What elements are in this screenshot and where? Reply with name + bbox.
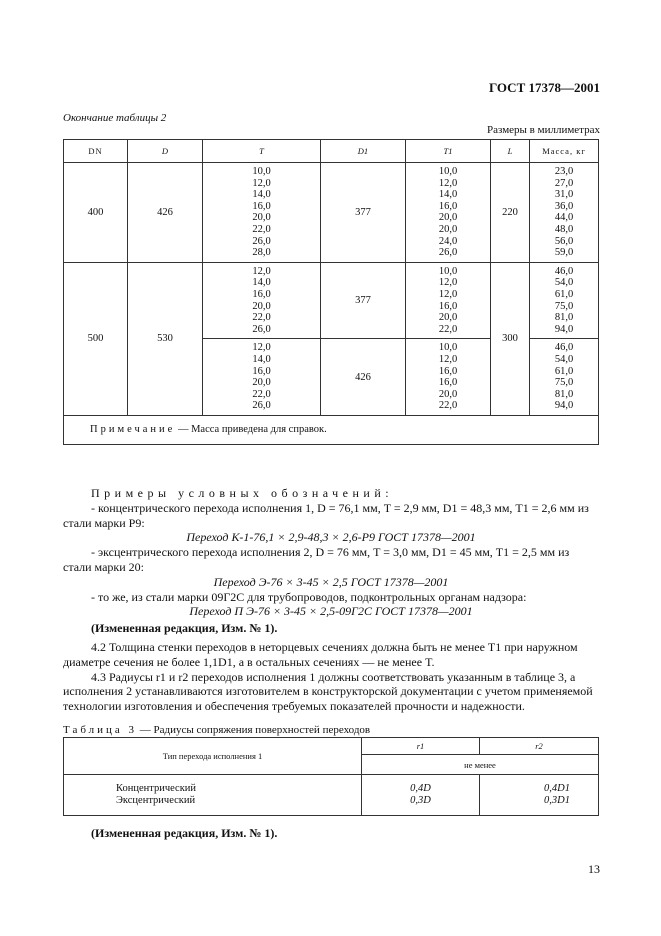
d1-value: 377 bbox=[321, 163, 406, 263]
d-value: 426 bbox=[128, 163, 203, 263]
examples-section bbox=[63, 486, 599, 714]
example-1-formula: Переход К-1-76,1 × 2,9-48,3 × 2,6-Р9 ГОСТ 17378—2001 bbox=[186, 530, 476, 545]
t1-values: 10,0 12,0 16,0 16,0 20,0 22,0 bbox=[406, 339, 491, 416]
table-3-label: Таблица 3 bbox=[63, 724, 138, 736]
dn-value: 500 bbox=[64, 262, 128, 415]
note-row bbox=[64, 415, 599, 444]
col-type: Тип перехода исполнения 1 bbox=[64, 738, 362, 775]
example-1-text: - концентрического перехода исполнения 1, D = 76,1 мм, T = 2,9 мм, D1 = 48,3 мм, T1 = 2,6 мм из стали марки Р9: bbox=[63, 500, 589, 530]
note-label: Примечание bbox=[90, 424, 176, 436]
d1-value: 426 bbox=[321, 339, 406, 416]
table-row bbox=[64, 775, 599, 816]
col-t1: T1 bbox=[406, 140, 491, 163]
col-d: D bbox=[128, 140, 203, 163]
mass-values: 46,0 54,0 61,0 75,0 81,0 94,0 bbox=[530, 339, 599, 416]
t-values: 12,0 14,0 16,0 20,0 22,0 26,0 bbox=[203, 339, 321, 416]
table-continuation-label: Окончание таблицы 2 bbox=[63, 112, 167, 124]
table-row bbox=[64, 163, 599, 263]
example-2-text: - эксцентрического перехода исполнения 2, D = 76 мм, T = 3,0 мм, D1 = 45 мм, T1 = 2,5 мм из стали марки 20: bbox=[63, 545, 570, 574]
col-l: L bbox=[491, 140, 530, 163]
r2-values: 0,4D1 0,3D1 bbox=[480, 775, 599, 816]
col-dn: DN bbox=[64, 140, 128, 163]
example-2-formula: Переход Э-76 × 3-45 × 2,5 ГОСТ 17378—2001 bbox=[213, 574, 449, 589]
note-text: — Масса приведена для справок. bbox=[175, 424, 327, 436]
d1-value: 377 bbox=[321, 262, 406, 339]
subheader-not-less: не менее bbox=[362, 755, 599, 775]
t1-values: 10,0 12,0 14,0 16,0 20,0 20,0 24,0 26,0 bbox=[406, 163, 491, 263]
dn-value: 400 bbox=[64, 163, 128, 263]
table-note bbox=[64, 415, 599, 444]
col-mass: Масса, кг bbox=[530, 140, 599, 163]
table-3 bbox=[63, 737, 599, 816]
mass-values: 46,0 54,0 61,0 75,0 81,0 94,0 bbox=[530, 262, 599, 339]
col-d1: D1 bbox=[321, 140, 406, 163]
page-number: 13 bbox=[588, 862, 600, 876]
col-r2: r2 bbox=[480, 738, 599, 755]
mass-values: 23,0 27,0 31,0 36,0 44,0 48,0 56,0 59,0 bbox=[530, 163, 599, 263]
paragraph-4-2: 4.2 Толщина стенки переходов в неторцевых сечениях должна быть не менее T1 при наружном диаметре сечения не более 1,1D1, а в остальных сечениях — не менее T. bbox=[63, 639, 578, 669]
revision-note-2: (Измененная редакция, Изм. № 1). bbox=[91, 826, 278, 840]
units-label: Размеры в миллиметрах bbox=[487, 124, 600, 136]
col-r1: r1 bbox=[362, 738, 480, 755]
revision-note-1: (Измененная редакция, Изм. № 1). bbox=[91, 621, 278, 636]
examples-heading: Примеры условных обозначений: bbox=[91, 486, 394, 500]
l-value: 220 bbox=[491, 163, 530, 263]
paragraph-4-3: 4.3 Радиусы r1 и r2 переходов исполнения 1 должны соответствовать указанным в таблице 3, а исполнения 2 устанавливаются изготовителем в конструкторской документации с учетом применяемой технологии изготовления и обеспечения требуемых показателей прочности и надежности. bbox=[63, 669, 593, 714]
t-values: 10,0 12,0 14,0 16,0 20,0 22,0 26,0 28,0 bbox=[203, 163, 321, 263]
l-value: 300 bbox=[491, 262, 530, 415]
t-values: 12,0 14,0 16,0 20,0 22,0 26,0 bbox=[203, 262, 321, 339]
table-2 bbox=[63, 139, 599, 445]
example-3-formula: Переход П Э-76 × 3-45 × 2,5-09Г2С ГОСТ 17378—2001 bbox=[189, 604, 473, 619]
col-t: T bbox=[203, 140, 321, 163]
table-header-row bbox=[64, 738, 599, 755]
t1-values: 10,0 12,0 12,0 16,0 20,0 22,0 bbox=[406, 262, 491, 339]
table-row bbox=[64, 262, 599, 339]
example-3-text: - то же, из стали марки 09Г2С для трубопроводов, подконтрольных органам надзора: bbox=[91, 589, 527, 604]
d-value: 530 bbox=[128, 262, 203, 415]
table-3-caption bbox=[63, 724, 370, 736]
transition-types: Концентрический Эксцентрический bbox=[64, 775, 362, 816]
standard-header: ГОСТ 17378—2001 bbox=[488, 80, 600, 95]
r1-values: 0,4D 0,3D bbox=[362, 775, 480, 816]
table-header-row bbox=[64, 140, 599, 163]
table-3-title: — Радиусы сопряжения поверхностей переходов bbox=[137, 724, 371, 736]
